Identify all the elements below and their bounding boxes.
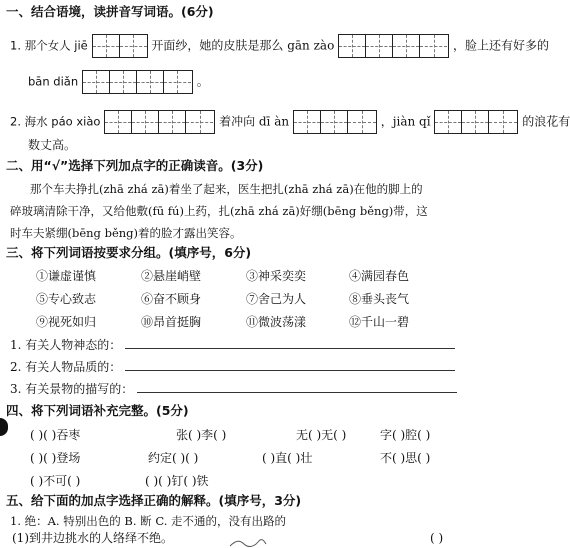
word-option: ⑨视死如归: [36, 315, 97, 329]
word-option: ⑩昂首挺胸: [141, 315, 202, 329]
s2-passage-line-2: 碎玻璃清除干净，又给他敷(fū fú)上药，扎(zhā zhá zā)好绷(bēng běng)带，这: [10, 204, 428, 218]
idiom-fill-item[interactable]: 字( )腔( ): [380, 428, 431, 442]
answer-blank[interactable]: [125, 336, 455, 349]
binding-hole-mark: [0, 418, 8, 436]
s1-q1-text-d: bān diǎn: [28, 74, 79, 89]
s1-question-1-line-2: [28, 70, 209, 94]
idiom-fill-item[interactable]: 张( )李( ): [176, 428, 227, 442]
word-option: ⑤专心致志: [36, 292, 97, 306]
word-option: ⑦舍己为人: [246, 292, 307, 306]
s1-q1-text-a: 1. 那个女人 jiē: [10, 38, 88, 53]
word-option: ⑧垂头丧气: [349, 292, 410, 306]
writing-grid-3[interactable]: [293, 110, 377, 134]
s1-q2-text-c: ，jiàn qǐ: [380, 114, 431, 129]
s3-q1-label: 1. 有关人物神态的：: [10, 338, 122, 352]
s1-q2-text-a: 2. 海水 páo xiào: [10, 114, 101, 129]
s1-question-2-line-2: 数丈高。: [28, 138, 77, 152]
pencil-scribble-mark: [228, 538, 268, 548]
s1-q1-text-e: 。: [196, 74, 209, 89]
s2-passage-line-1: 那个车夫挣扎(zhā zhá zā)着坐了起来，医生把扎(zhā zhá zā)在他的脚上的: [30, 182, 423, 196]
writing-grid-3[interactable]: [434, 110, 518, 134]
word-option: ②悬崖峭壁: [141, 269, 202, 283]
idiom-fill-item[interactable]: 不( )思( ): [380, 451, 431, 465]
word-option: ③神采奕奕: [246, 269, 307, 283]
idiom-fill-item[interactable]: 无( )无( ): [296, 428, 347, 442]
s1-q2-text-b: 着冲向 dī àn: [219, 114, 290, 129]
answer-blank[interactable]: [125, 358, 455, 371]
s3-q3-label: 3. 有关景物的描写的：: [10, 382, 134, 396]
s1-q1-text-b: 开面纱，她的皮肤是那么 gān zào: [151, 38, 335, 53]
s5-answer-bracket[interactable]: ( ): [430, 531, 444, 545]
writing-grid-4[interactable]: [82, 70, 193, 94]
writing-grid-4[interactable]: [338, 34, 449, 58]
idiom-fill-item[interactable]: 约定( )( ): [148, 451, 199, 465]
idiom-fill-item[interactable]: ( )( )钉( )铁: [145, 474, 209, 488]
writing-grid-4[interactable]: [104, 110, 215, 134]
idiom-fill-item[interactable]: ( )不可( ): [30, 474, 81, 488]
s1-question-1-line-1: [10, 34, 549, 58]
s5-question-1: 1. 绝：A. 特别出色的 B. 断 C. 走不通的，没有出路的: [10, 514, 287, 528]
section-1-title: 一、结合语境，读拼音写词语。(6分): [6, 4, 214, 19]
word-option: ⑥奋不顾身: [141, 292, 202, 306]
word-option: ⑫千山一碧: [349, 315, 410, 329]
word-option: ①谦虚谨慎: [36, 269, 97, 283]
s5-question-1-sentence: (1)到井边挑水的人络绎不绝。: [12, 531, 173, 545]
s3-question-1: [10, 336, 455, 353]
idiom-fill-item[interactable]: ( )( )吞枣: [30, 428, 81, 442]
word-option: ⑪微波荡漾: [246, 315, 307, 329]
section-2-title: 二、用“√”选择下列加点字的正确读音。(3分): [6, 158, 264, 173]
section-5-title: 五、给下面的加点字选择正确的解释。(填序号，3分): [6, 493, 302, 508]
idiom-fill-item[interactable]: ( )直( )壮: [262, 451, 313, 465]
section-3-title: 三、将下列词语按要求分组。(填序号，6分): [6, 245, 252, 260]
idiom-fill-item[interactable]: ( )( )登场: [30, 451, 81, 465]
answer-blank[interactable]: [137, 380, 457, 393]
s1-question-2-line-1: [10, 110, 570, 134]
s1-q1-text-c: ，脸上还有好多的: [452, 38, 549, 53]
writing-grid-2[interactable]: [92, 34, 148, 58]
s3-q2-label: 2. 有关人物品质的：: [10, 360, 122, 374]
s2-passage-line-3: 时车夫紧绷(bēng běng)着的脸才露出笑容。: [10, 226, 242, 240]
s3-question-2: [10, 358, 455, 375]
word-option: ④满园春色: [349, 269, 410, 283]
s1-q2-text-d: 的浪花有: [522, 114, 570, 129]
s3-question-3: [10, 380, 457, 397]
section-4-title: 四、将下列词语补充完整。(5分): [6, 403, 189, 418]
